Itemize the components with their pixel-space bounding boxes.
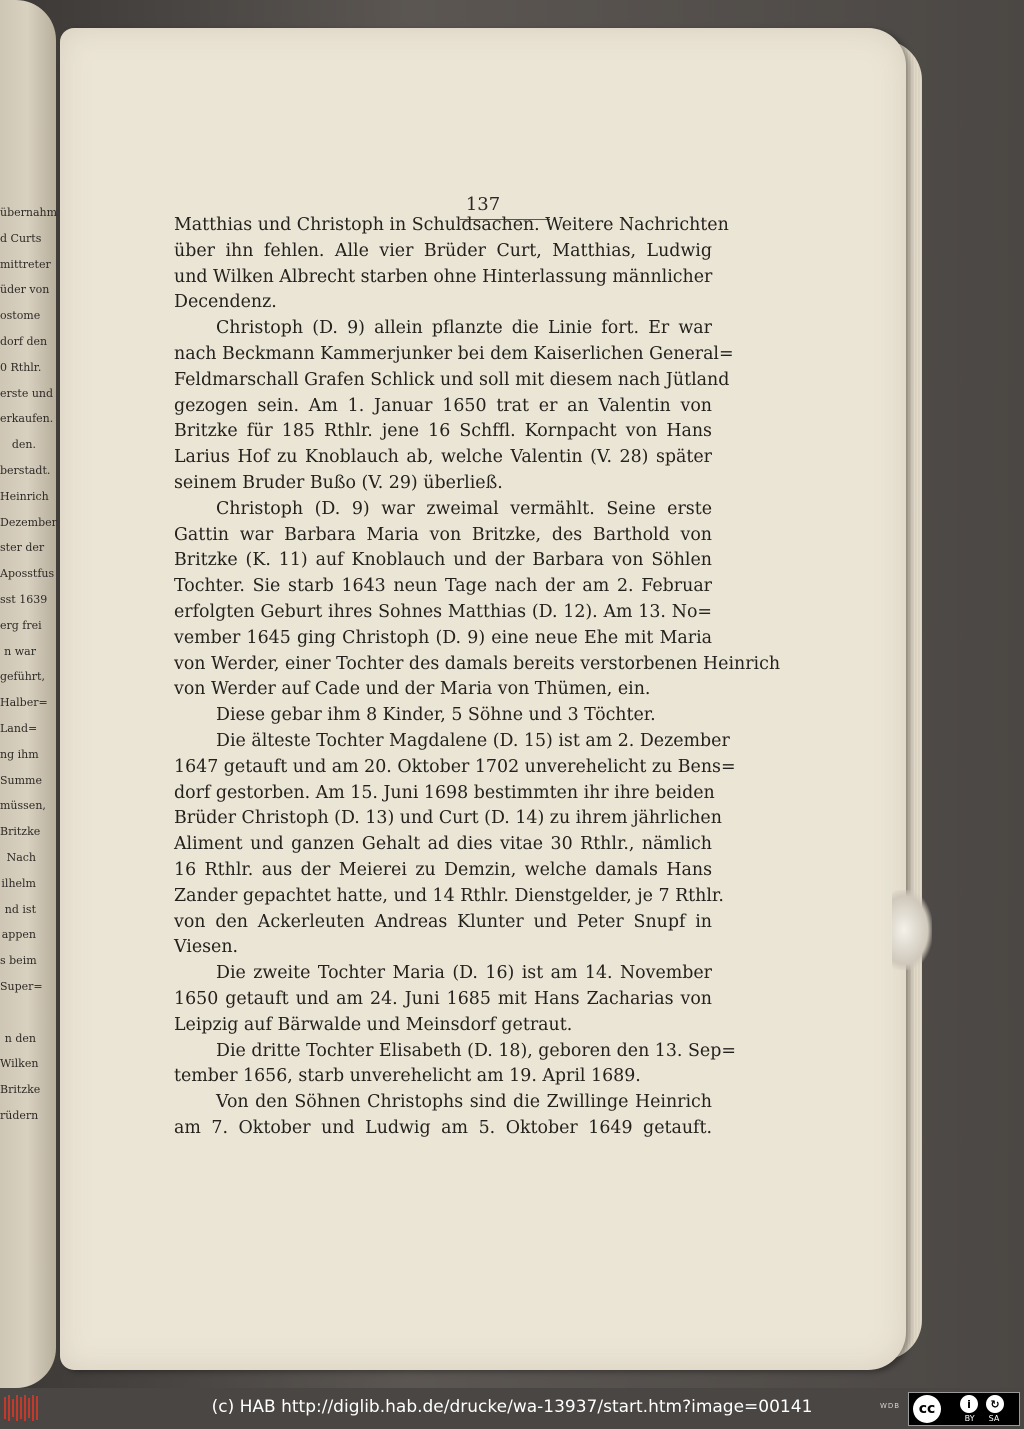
left-page-fragment: Dezember [0,515,57,529]
body-text [174,213,781,1142]
text-line: Diese gebar ihm 8 Kinder, 5 Söhne und 3 Töchter. [216,705,656,726]
share-alike-icon: ↻ [986,1395,1004,1413]
text-line: Britzke für 185 Rthlr. jene 16 Schffl. Kornpacht von Hans [174,421,712,442]
text-line: Larius Hof zu Knoblauch ab, welche Valentin (V. 28) später [174,447,712,468]
left-page-fragment: mittreter [0,257,51,271]
cc-license-badge[interactable] [908,1392,1020,1426]
footer-small-mark: WDB [880,1402,901,1410]
text-line: Leipzig auf Bärwalde und Meinsdorf getraut. [174,1014,573,1035]
left-page-fragment: d Curts [0,231,42,245]
text-line: gezogen sein. Am 1. Januar 1650 trat er an Valentin von [174,395,712,416]
text-line: vember 1645 ging Christoph (D. 9) eine neue Ehe mit Maria [174,627,712,648]
left-page-fragment: s beim [0,954,37,968]
text-line: tember 1656, starb unverehelicht am 19. April 1689. [174,1066,641,1087]
text-line: 16 Rthlr. aus der Meierei zu Demzin, welche damals Hans [174,859,712,880]
text-line: Feldmarschall Grafen Schlick und soll mit diesem nach Jütland [174,369,730,390]
left-page-fragment: appen [1,928,36,942]
text-line: seinem Bruder Bußo (V. 29) überließ. [174,472,503,493]
left-page-fragment: erkaufen. [0,412,54,426]
text-line: erfolgten Geburt ihres Sohnes Matthias (D. 12). Am 13. No= [174,601,712,622]
left-page-fragment: nd ist [4,902,36,916]
left-page-fragment: Summe [0,773,42,787]
left-page-fragment: ster der [0,541,45,555]
text-line: Christoph (D. 9) allein pflanzte die Linie fort. Er war [216,318,712,339]
text-line: Gattin war Barbara Maria von Britzke, des Barthold von [174,524,712,545]
text-line: von Werder, einer Tochter des damals bereits verstorbenen Heinrich [174,653,781,674]
text-line: Aliment und ganzen Gehalt ad dies vitae 30 Rthlr., nämlich [174,834,712,855]
footer-bar [0,1388,1024,1429]
left-page-fragment: dorf den [0,334,48,348]
text-line: und Wilken Albrecht starben ohne Hinterlassung männlicher [174,266,713,287]
text-line: Decendenz. [174,292,277,313]
text-line: Die älteste Tochter Magdalene (D. 15) ist am 2. Dezember [216,730,730,751]
text-line: Brüder Christoph (D. 13) und Curt (D. 14) zu ihrem jährlichen [174,808,722,829]
left-page-fragment: erg frei [0,618,42,632]
left-page-fragment: ostome [0,309,41,323]
left-page-fragment: Halber= [0,696,48,710]
left-page-fragment: übernahm [0,206,58,219]
text-line: Viesen. [174,937,239,958]
text-line: dorf gestorben. Am 15. Juni 1698 bestimmten ihr ihre beiden [174,782,715,803]
left-page-fragment: Heinrich [0,489,49,503]
text-line: Die dritte Tochter Elisabeth (D. 18), geboren den 13. Sep= [216,1040,736,1061]
left-page-fragment: Super= [0,979,43,993]
text-line: Christoph (D. 9) war zweimal vermählt. Seine erste [216,498,712,519]
left-page-fragment [0,1000,36,1026]
sa-label: SA [988,1414,1000,1423]
left-page-fragment: berstadt. [0,463,51,477]
left-page-fragment: ng ihm [0,747,39,761]
page-number: 137 [465,194,501,215]
left-page-fragment: n den [4,1031,36,1045]
left-page-fragment: Land= [0,721,38,735]
text-line: nach Beckmann Kammerjunker bei dem Kaiserlichen General= [174,343,734,364]
by-label: BY [964,1414,975,1423]
text-line: Tochter. Sie starb 1643 neun Tage nach der am 2. Februar [174,576,712,597]
text-line: Matthias und Christoph in Schuldsachen. Weitere Nachrichten [174,215,729,235]
cc-icon: cc [913,1395,941,1423]
left-page-fragment: Aposstfus [0,567,55,581]
left-page-fragment: Wilken [0,1057,39,1071]
text-line: Von den Söhnen Christophs sind die Zwillinge Heinrich [216,1092,712,1113]
page-clip [892,890,932,970]
text-line: von den Ackerleuten Andreas Klunter und Peter Snupf in [174,911,712,932]
left-page-fragment: Britzke [0,825,41,839]
left-page-fragment: 0 Rthlr. [0,360,42,374]
left-page-fragment: geführt, [0,670,45,684]
text-line: Britzke (K. 11) auf Knoblauch und der Barbara von Söhlen [174,550,712,571]
left-page-fragment: Nach [6,850,36,864]
text-line: von Werder auf Cade und der Maria von Thümen, ein. [174,679,651,700]
left-page-fragment: Britzke [0,1083,41,1097]
left-page-fragment: den. [11,438,36,452]
text-line: Die zweite Tochter Maria (D. 16) ist am 14. November [216,963,712,984]
text-line: 1650 getauft und am 24. Juni 1685 mit Hans Zacharias von [174,988,712,1009]
left-page-text-fragments [0,200,58,1129]
text-line: Zander gepachtet hatte, und 14 Rthlr. Dienstgelder, je 7 Rthlr. [174,885,724,906]
copyright-url[interactable]: (c) HAB http://diglib.hab.de/drucke/wa-13937/start.htm?image=00141 [211,1397,813,1417]
text-line: 1647 getauft und am 20. Oktober 1702 unverehelicht zu Bens= [174,756,736,777]
attribution-icon: i [960,1395,978,1413]
left-page-fragment: erste und [0,386,54,400]
left-page-fragment: n war [4,644,36,658]
text-line: am 7. Oktober und Ludwig am 5. Oktober 1649 getauft. [174,1117,712,1138]
left-page-fragment: rüdern [0,1108,39,1122]
left-page-fragment: müssen, [0,799,46,813]
left-page-fragment: üder von [0,283,50,297]
text-line: über ihn fehlen. Alle vier Brüder Curt, Matthias, Ludwig [174,240,712,261]
left-page-fragment: ilhelm [1,876,36,890]
left-page-fragment: sst 1639 [0,592,48,606]
